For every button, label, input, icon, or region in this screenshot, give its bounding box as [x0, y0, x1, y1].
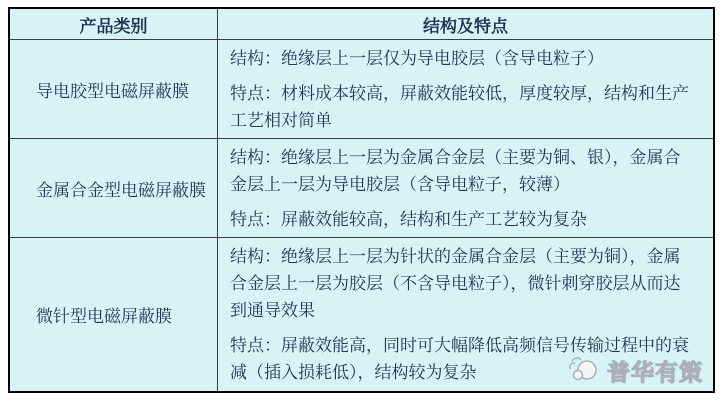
header-structure-features: 结构及特点	[423, 16, 508, 37]
table-row	[10, 237, 713, 391]
category-metal-alloy-film: 金属合金型电磁屏蔽膜	[10, 139, 218, 237]
structure-text: 结构：绝缘层上一层为金属合金层（主要为铜、银），金属合金层上一层为导电胶层（含导电粒子，较薄）	[230, 148, 681, 195]
details-cell	[218, 238, 713, 391]
table-header-row	[10, 9, 713, 39]
feature-text: 特点：屏蔽效能较高，结构和生产工艺较为复杂	[230, 210, 587, 230]
feature-text: 特点：屏蔽效能高，同时可大幅降低高频信号传输过程中的衰减（插入损耗低），结构较为复杂	[230, 336, 689, 383]
details-cell	[218, 139, 713, 237]
product-category-table	[8, 7, 715, 393]
category-microneedle-film: 微针型电磁屏蔽膜	[10, 238, 218, 391]
category-conductive-adhesive-film: 导电胶型电磁屏蔽膜	[10, 40, 218, 138]
table-row	[10, 39, 713, 138]
table-row	[10, 138, 713, 237]
feature-text: 特点：材料成本较高，屏蔽效能较低，厚度较厚，结构和生产工艺相对简单	[230, 84, 689, 131]
structure-text: 结构：绝缘层上一层仅为导电胶层（含导电粒子）	[230, 49, 604, 69]
details-cell	[218, 40, 713, 138]
structure-text: 结构：绝缘层上一层为针状的金属合金层（主要为铜），金属合金层上一层为胶层（不含导电粒子），微针刺穿胶层从而达到通导效果	[230, 247, 681, 321]
watermark-text: 普华有策	[607, 360, 703, 386]
header-product-category: 产品类别	[10, 9, 218, 39]
